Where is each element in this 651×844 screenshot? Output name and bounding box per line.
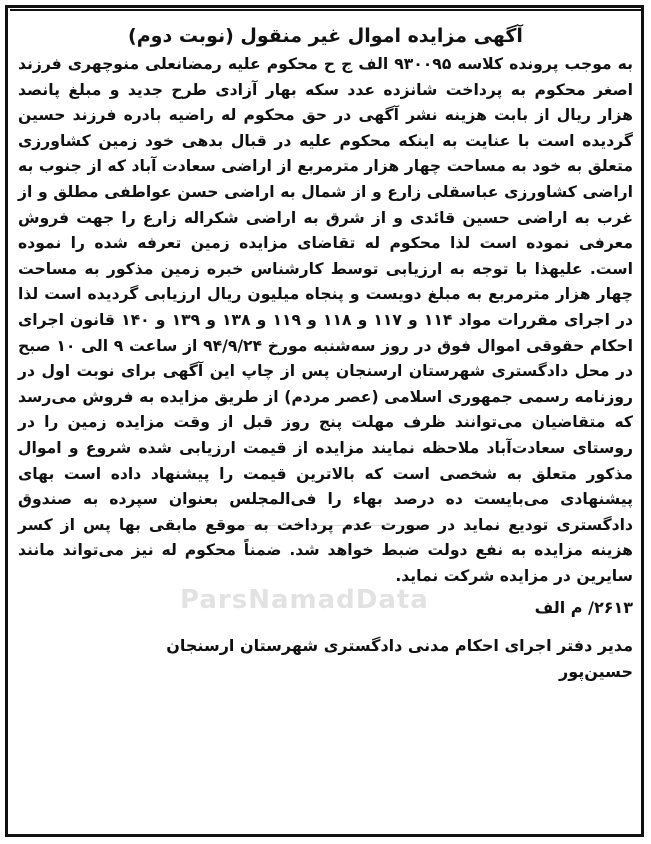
signature-name: حسین‌پور [559, 662, 633, 682]
notice-reference: ۲۶۱۳/ م الف [534, 598, 633, 618]
top-rule [10, 9, 641, 11]
watermark-logo-text: ParsNamadData [180, 585, 429, 615]
notice-body: به موجب پرونده کلاسه ۹۳۰۰۹۵ الف ج ح محکوم علیه رمضانعلی منوچهری فرزند اصغر محکوم به پرداخت شانزده عدد سکه بهار آزادی طرح جدید و مبلغ پانصد هزار ریال از بابت هزینه نشر آگهی در حق محکوم له راضیه بادره فرزند حسین گردیده است با عنایت به اینکه محکوم علیه در قبال بدهی خود زمین کشاورزی متعلق به خود به مساحت چهار هزار مترمربع از اراضی سعادت آباد که از جنوب به اراضی کشاورزی عباسقلی زارع و از شمال به اراضی حسن عواطفی مطلق و از غرب به اراضی حسین قائدی و از شرق به اراضی شکراله زارع را جهت فروش معرفی نموده است لذا محکوم له تقاضای مزایده زمین تعرفه شده را نموده است. علیهذا با توجه به ارزیابی توسط کارشناس خبره زمین مذکور به مساحت چهار هزار مترمربع به مبلغ دویست و پنجاه میلیون ریال ارزیابی گردیده است لذا در اجرای مقررات مواد ۱۱۴ و ۱۱۷ و ۱۱۸ و ۱۱۹ و ۱۳۸ و ۱۳۹ و ۱۴۰ قانون اجرای احکام حقوقی اموال فوق در روز سه‌شنبه مورخ ۹۴/۹/۲۴ از ساعت ۹ الی ۱۰ صبح در محل دادگستری شهرستان ارسنجان پس از چاپ این آگهی برای نوبت اول در روزنامه رسمی جمهوری اسلامی (عصر مردم) از طریق مزایده به فروش می‌رسد که متقاضیان می‌توانند ظرف مهلت پنج روز قبل از وقت مزایده زمین را در روستای سعادت‌آباد ملاحظه نمایند مزایده از قیمت ارزیابی شده شروع و اموال مذکور متعلق به شخصی است که بالاترین قیمت را پیشنهاد داده است بهای پیشنهادی می‌بایست ده درصد بهاء را فی‌المجلس بعنوان سپرده به صندوق دادگستری تودیع نماید در صورت عدم پرداخت به موقع مابقی بها پس از کسر هزینه مزایده به نفع دولت ضبط خواهد شد. ضمناً محکوم له نیز می‌تواند مانند سایرین در مزایده شرکت نماید. [18, 55, 634, 585]
signature-title: مدیر دفتر اجرای احکام مدنی دادگستری شهرستان ارسنجان [166, 636, 633, 656]
notice-content [18, 22, 633, 685]
notice-title: آگهی مزایده اموال غیر منقول (نوبت دوم) [128, 25, 523, 47]
